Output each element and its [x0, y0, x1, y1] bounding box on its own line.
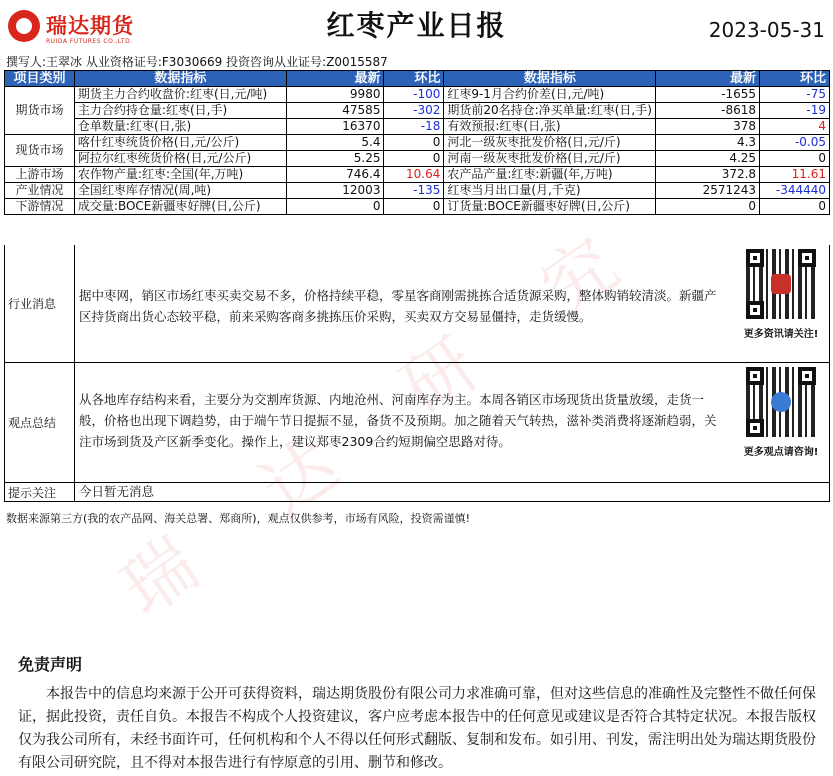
category-cell: 产业情况 — [5, 183, 75, 199]
latest-cell: 746.4 — [286, 167, 384, 183]
table-row — [5, 167, 830, 183]
watermark-char-1: 瑞 — [105, 521, 214, 632]
report-date: 2023-05-31 — [708, 18, 825, 42]
latest-cell: 4.25 — [656, 151, 760, 167]
indicator-cell: 全国红枣库存情况(周,吨) — [74, 183, 286, 199]
header-latest-right: 最新 — [656, 71, 760, 87]
change-cell: 0 — [384, 135, 444, 151]
change-cell: 11.61 — [760, 167, 830, 183]
change-cell: 4 — [760, 119, 830, 135]
latest-cell: 372.8 — [656, 167, 760, 183]
latest-cell: -1655 — [656, 87, 760, 103]
category-cell: 现货市场 — [5, 135, 75, 167]
viewpoint-qr-caption: 更多观点请咨询! — [743, 447, 819, 458]
indicator-cell: 订货量:BOCE新疆枣好牌(日,公斤) — [444, 199, 656, 215]
table-row — [5, 103, 830, 119]
change-cell: 0 — [760, 151, 830, 167]
indicator-cell: 有效预报:红枣(日,张) — [444, 119, 656, 135]
latest-cell: 9980 — [286, 87, 384, 103]
indicator-cell: 农产品产量:红枣:新疆(年,万吨) — [444, 167, 656, 183]
qr-code-icon — [746, 249, 816, 319]
tips-section — [4, 483, 830, 502]
indicator-cell: 仓单数量:红枣(日,张) — [74, 119, 286, 135]
qr-logo-icon — [771, 274, 791, 294]
header-indicator-left: 数据指标 — [74, 71, 286, 87]
news-qr-block — [737, 249, 825, 340]
indicator-cell: 河南一级灰枣批发价格(日,元/斤) — [444, 151, 656, 167]
watermark-char-3: 研 — [385, 321, 494, 432]
table-row — [5, 119, 830, 135]
change-cell: -344440 — [760, 183, 830, 199]
latest-cell: 0 — [656, 199, 760, 215]
qr-logo-icon — [771, 392, 791, 412]
change-cell: -100 — [384, 87, 444, 103]
logo-english: RUIDA FUTURES CO.,LTD. — [46, 38, 133, 45]
header-category: 项目类别 — [5, 71, 75, 87]
latest-cell: -8618 — [656, 103, 760, 119]
report-header — [0, 0, 833, 52]
indicator-cell: 主力合约持仓量:红枣(日,手) — [74, 103, 286, 119]
data-table — [4, 70, 830, 215]
disclaimer-title: 免责声明 — [18, 655, 83, 674]
change-cell: -75 — [760, 87, 830, 103]
author-line: 撰写人:王翠冰 从业资格证号:F3030669 投资咨询从业证号:Z0015587 — [6, 55, 388, 69]
latest-cell: 5.25 — [286, 151, 384, 167]
header-change-right: 环比 — [760, 71, 830, 87]
change-cell: -18 — [384, 119, 444, 135]
tips-label: 提示关注 — [5, 483, 75, 501]
change-cell: 0 — [384, 199, 444, 215]
watermark-char-2: 达 — [245, 421, 354, 532]
disclaimer-text: 本报告中的信息均来源于公开可获得资料，瑞达期货股份有限公司力求准确可靠，但对这些信息的准确性及完整性不做任何保证，据此投资，责任自负。本报告不构成个人投资建议，客户应考虑本报告中的任何意见或建议是否符合其特定状况。本报告版权仅为我公司所有，未经书面许可，任何机构和个人不得以任何形式翻版、复制和发布。如引用、刊发，需注明出处为瑞达期货股份有限公司研究院，且不得对本报告进行有悖原意的引用、删节和修改。 — [18, 686, 816, 771]
industry-news-text: 据中枣网，销区市场红枣买卖交易不多，价格持续平稳，零星客商刚需挑拣合适货源采购，整体购销较清淡。新疆产区持货商出货心态较平稳，前来采购客商多挑拣压价采购，买卖双方交易显僵持，走货缓慢。 — [79, 288, 717, 324]
industry-news-section — [4, 245, 830, 363]
indicator-cell: 红枣9-1月合约价差(日,元/吨) — [444, 87, 656, 103]
category-cell: 下游情况 — [5, 199, 75, 215]
indicator-cell: 阿拉尔红枣统货价格(日,元/公斤) — [74, 151, 286, 167]
latest-cell: 378 — [656, 119, 760, 135]
industry-news-label: 行业消息 — [5, 245, 75, 362]
latest-cell: 47585 — [286, 103, 384, 119]
latest-cell: 0 — [286, 199, 384, 215]
indicator-cell: 喀什红枣统货价格(日,元/公斤) — [74, 135, 286, 151]
table-row — [5, 135, 830, 151]
header-latest-left: 最新 — [286, 71, 384, 87]
change-cell: 0 — [384, 151, 444, 167]
change-cell: -302 — [384, 103, 444, 119]
news-qr-caption: 更多资讯请关注! — [743, 329, 819, 340]
indicator-cell: 河北一级灰枣批发价格(日,元/斤) — [444, 135, 656, 151]
change-cell: -19 — [760, 103, 830, 119]
indicator-cell: 农作物产量:红枣:全国(年,万吨) — [74, 167, 286, 183]
category-cell: 期货市场 — [5, 87, 75, 135]
data-source-note: 数据来源第三方(我的农产品网、海关总署、郑商所)，观点仅供参考，市场有风险，投资需谨慎! — [6, 512, 470, 525]
change-cell: -135 — [384, 183, 444, 199]
change-cell: -0.05 — [760, 135, 830, 151]
viewpoint-qr-block — [737, 367, 825, 458]
category-cell: 上游市场 — [5, 167, 75, 183]
watermark-char-4: 究 — [525, 221, 634, 332]
table-row — [5, 87, 830, 103]
viewpoint-text: 从各地库存结构来看，主要分为交割库货源、内地沧州、河南库存为主。本周各销区市场现货出货量放缓，走货一般，价格也出现下调趋势，由于端午节日提振不显，备货不及预期。加之随着天气转热，滋补类消费将逐渐趋弱，关注市场到货及产区新季变化。操作上，建议郑枣2309合约短期偏空思路对待。 — [79, 392, 717, 449]
viewpoint-label: 观点总结 — [5, 363, 75, 482]
header-indicator-right: 数据指标 — [444, 71, 656, 87]
indicator-cell: 红枣当月出口量(月,千克) — [444, 183, 656, 199]
indicator-cell: 成交量:BOCE新疆枣好牌(日,公斤) — [74, 199, 286, 215]
table-row — [5, 151, 830, 167]
indicator-cell: 期货前20名持仓:净买单量:红枣(日,手) — [444, 103, 656, 119]
logo-name: 瑞达期货 — [46, 14, 134, 38]
indicator-cell: 期货主力合约收盘价:红枣(日,元/吨) — [74, 87, 286, 103]
header-change-left: 环比 — [384, 71, 444, 87]
table-row — [5, 183, 830, 199]
qr-code-icon — [746, 367, 816, 437]
change-cell: 0 — [760, 199, 830, 215]
table-header-row — [5, 71, 830, 87]
latest-cell: 2571243 — [656, 183, 760, 199]
report-title: 红枣产业日报 — [326, 9, 507, 42]
tips-text: 今日暂无消息 — [79, 484, 155, 499]
latest-cell: 12003 — [286, 183, 384, 199]
change-cell: 10.64 — [384, 167, 444, 183]
latest-cell: 5.4 — [286, 135, 384, 151]
table-row — [5, 199, 830, 215]
latest-cell: 4.3 — [656, 135, 760, 151]
viewpoint-section — [4, 363, 830, 483]
latest-cell: 16370 — [286, 119, 384, 135]
